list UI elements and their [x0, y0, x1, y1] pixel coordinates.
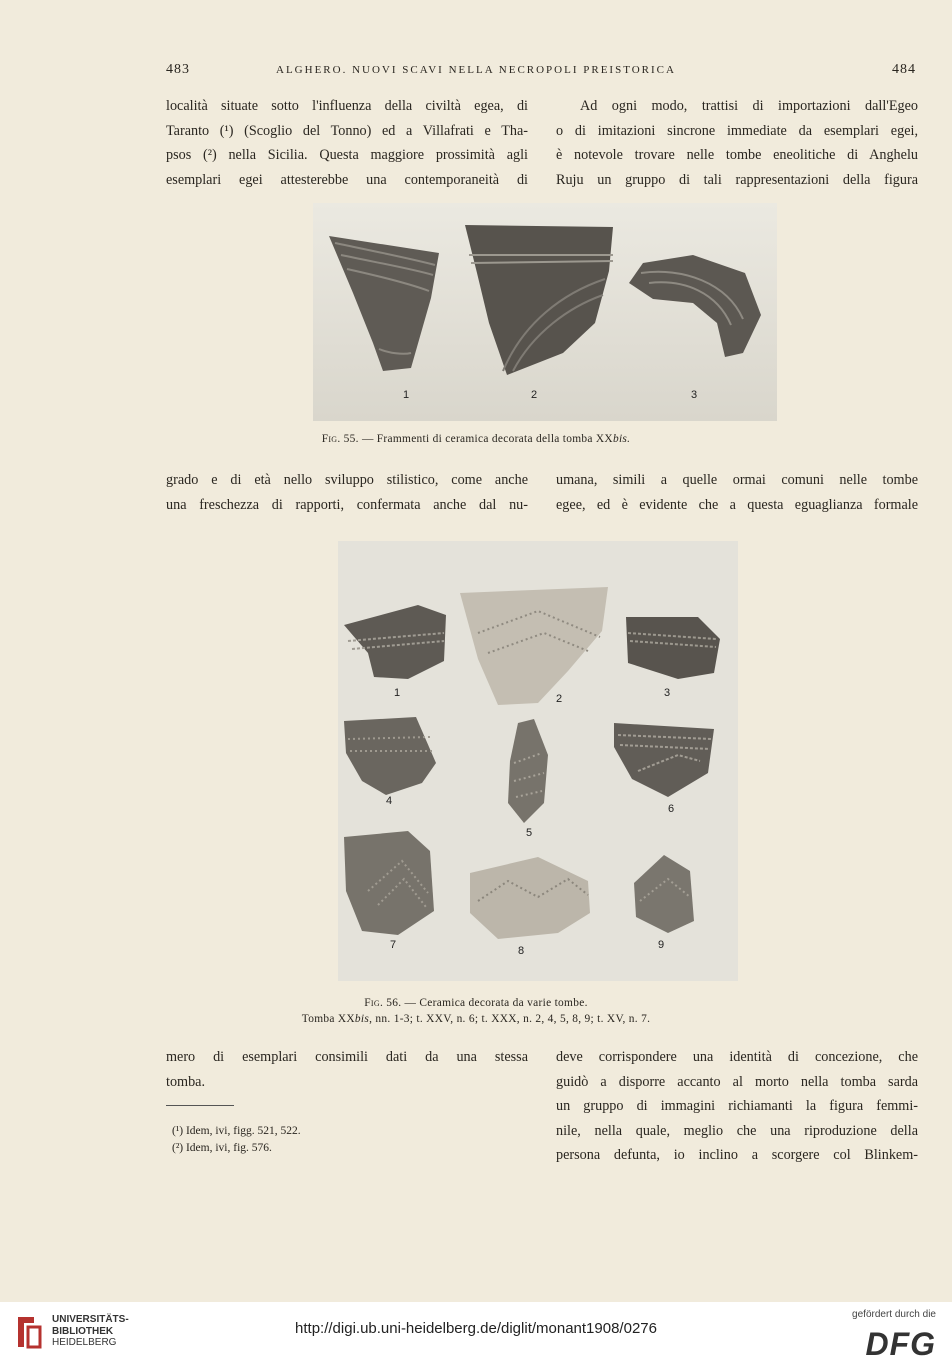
footnote-2: (²) Idem, ivi, fig. 576. — [172, 1142, 272, 1154]
text-line: tomba. — [166, 1073, 206, 1090]
text-line: guidò a disporre accanto al morto nella tomba sarda — [556, 1073, 918, 1090]
text-line: persona defunta, io inclino a scorgere col Blinkem- — [556, 1147, 918, 1164]
library-name-line: UNIVERSITÄTS- — [52, 1314, 129, 1325]
text-top-left — [166, 94, 528, 192]
text-line: egee, ed è evidente che a questa eguaglianza formale — [556, 496, 918, 513]
figure-56-label-3: 3 — [664, 687, 671, 699]
running-title: ALGHERO. NUOVI SCAVI NELLA NECROPOLI PREISTORICA — [276, 64, 676, 76]
text-line: un gruppo di immagini richiamanti la figura femmi- — [556, 1098, 918, 1115]
text-line: Ad ogni modo, trattisi di importazioni dall'Egeo — [580, 98, 918, 114]
footnote-1: (¹) Idem, ivi, figg. 521, 522. — [172, 1125, 301, 1137]
permalink-url[interactable]: http://digi.ub.uni-heidelberg.de/diglit/monant1908/0276 — [295, 1320, 657, 1337]
sherd-7 — [344, 831, 434, 935]
figure-56-label-8: 8 — [518, 945, 525, 957]
text-middle-left — [166, 468, 528, 517]
sponsor-note: gefördert durch die — [852, 1309, 936, 1320]
figure-56-label-9: 9 — [658, 939, 665, 951]
figure-56-sherds — [338, 541, 738, 981]
figure-55-caption — [0, 433, 952, 445]
figure-55-label-1: 1 — [403, 389, 410, 401]
figure-56-caption — [0, 997, 952, 1009]
text-top-right — [556, 94, 918, 192]
figure-55-label-2: 2 — [531, 389, 538, 401]
figure-55-sherds — [313, 203, 777, 421]
text-line: località situate sotto l'influenza della civiltà egea, di — [166, 98, 528, 114]
figure-55-label-3: 3 — [691, 389, 698, 401]
page-number-left: 483 — [166, 62, 190, 77]
text-bottom-right — [556, 1045, 918, 1168]
figure-56-label-1: 1 — [394, 687, 401, 699]
figure-56-label-6: 6 — [668, 803, 675, 815]
figure-55-photo — [313, 203, 777, 421]
text-line: Taranto (¹) (Scoglio del Tonno) ed a Villafrati e Tha- — [166, 122, 528, 139]
figure-55-caption-italic: bis. — [612, 433, 631, 445]
page-number-right: 484 — [892, 62, 916, 77]
text-line: umana, simili a quelle ormai comuni nelle tombe — [556, 472, 918, 488]
figure-56-label-2: 2 — [556, 693, 563, 705]
figure-56-caption-text: — Ceramica decorata da varie tombe. — [401, 997, 588, 1009]
text-bottom-left — [166, 1045, 528, 1094]
library-name-line: BIBLIOTHEK — [52, 1325, 114, 1337]
text-line: una freschezza di rapporti, confermata anche dal nu- — [166, 496, 528, 513]
figure-56-label-7: 7 — [390, 939, 397, 951]
text-line: deve corrispondere una identità di concezione, che — [556, 1049, 918, 1065]
figure-56-caption-prefix: Fig. 56. — [364, 997, 402, 1009]
caption-segment: , nn. 1-3; t. XXV, n. 6; t. XXX, n. 2, 4, 5, 8, 9; t. XV, n. 7. — [369, 1013, 651, 1025]
text-line: esemplari egei attesterebbe una contemporaneità di — [166, 171, 528, 188]
figure-55-caption-prefix: Fig. 55. — [321, 433, 359, 445]
text-line: è notevole trovare nelle tombe eneolitiche di Anghelu — [556, 147, 918, 164]
caption-segment: Tomba XX — [301, 1013, 355, 1025]
text-line: grado e di età nello sviluppo stilistico, come anche — [166, 472, 528, 488]
caption-italic: bis — [354, 1013, 370, 1025]
figure-56-label-5: 5 — [526, 827, 533, 839]
sponsor-logo: DFG — [865, 1326, 936, 1362]
text-line: mero di esemplari consimili dati da una stessa — [166, 1049, 528, 1065]
figure-56-photo — [338, 541, 738, 981]
text-middle-right — [556, 468, 918, 517]
figure-55-caption-text: — Frammenti di ceramica decorata della tomba XX — [358, 433, 613, 445]
footnote-rule — [166, 1105, 234, 1106]
figure-56-caption-line2 — [0, 1013, 952, 1025]
text-line: Ruju un gruppo di tali rappresentazioni della figura — [556, 171, 918, 188]
library-name-line: HEIDELBERG — [52, 1337, 117, 1348]
text-line: o di imitazioni sincrone immediate da esemplari egei, — [556, 122, 918, 139]
figure-56-label-4: 4 — [386, 795, 393, 807]
text-line: nile, nella quale, meglio che una riproduzione della — [556, 1122, 918, 1139]
text-line: psos (²) nella Sicilia. Questa maggiore prossimità agli — [166, 147, 528, 164]
